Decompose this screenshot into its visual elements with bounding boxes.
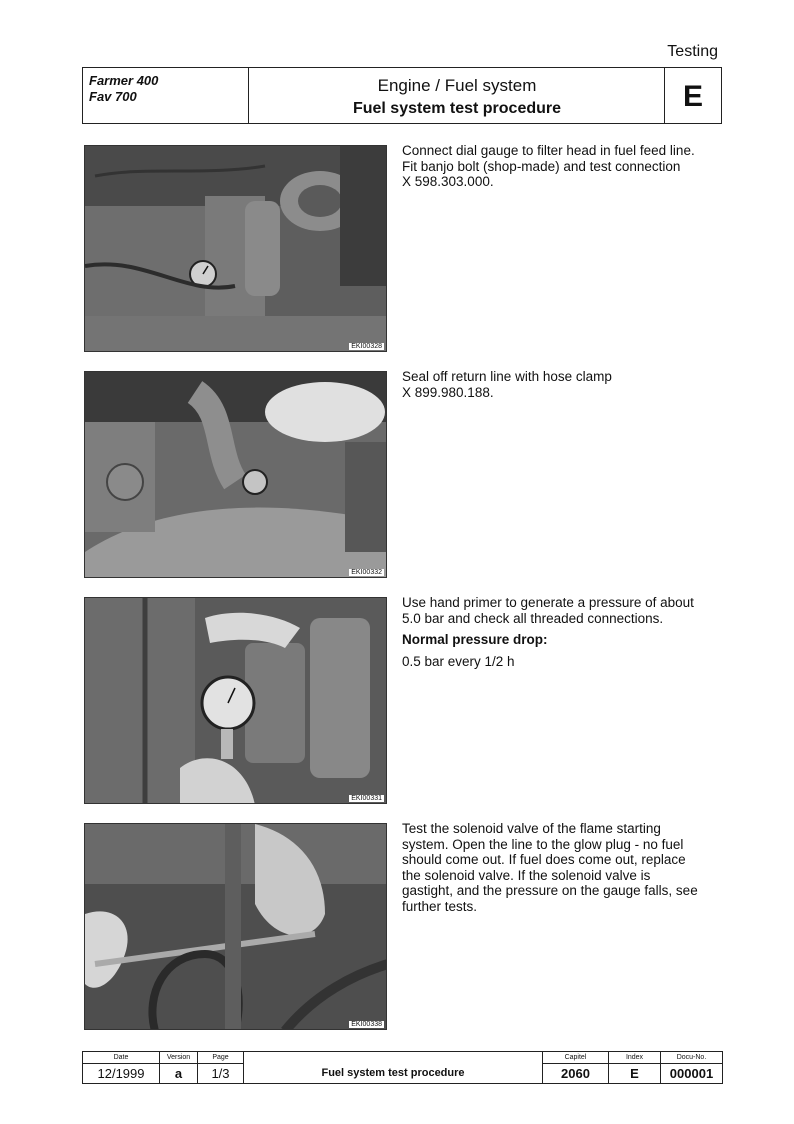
footer-capitel xyxy=(542,1051,609,1084)
model-block xyxy=(83,68,249,123)
docu-value: 000001 xyxy=(669,1066,714,1081)
step-2-photo xyxy=(84,371,387,578)
footer-title: Fuel system test procedure xyxy=(243,1051,543,1084)
step-2-text xyxy=(402,369,732,400)
step-4-line-1: Test the solenoid valve of the flame starting xyxy=(402,821,661,836)
footer-docu xyxy=(660,1051,723,1084)
step-3-line-2: 5.0 bar and check all threaded connections. xyxy=(402,610,664,626)
document-footer xyxy=(82,1051,723,1084)
index-value: E xyxy=(630,1066,639,1081)
capitel-value: 2060 xyxy=(561,1066,590,1081)
model-name-2: Fav 700 xyxy=(89,89,137,104)
step-1-line-3: X 598.303.000. xyxy=(402,174,494,189)
title-block xyxy=(249,68,665,123)
index-label: Index xyxy=(609,1052,660,1064)
step-3-note: 0.5 bar every 1/2 h xyxy=(402,653,515,669)
section-label: Testing xyxy=(667,43,718,60)
footer-version xyxy=(159,1051,198,1084)
step-2-line-2: X 899.980.188. xyxy=(402,384,494,400)
step-4-photo xyxy=(84,823,387,1030)
docu-label: Docu-No. xyxy=(661,1052,722,1064)
chapter-title: Engine / Fuel system xyxy=(377,76,537,95)
photo-code: EKI00338 xyxy=(351,1021,382,1028)
step-2-line-1: Seal off return line with hose clamp xyxy=(402,369,612,384)
page-title: Fuel system test procedure xyxy=(352,100,562,117)
footer-page xyxy=(197,1051,244,1084)
document-header xyxy=(82,67,722,124)
model-name-1: Farmer 400 xyxy=(89,73,159,88)
page-label: Page xyxy=(198,1052,243,1064)
version-label: Version xyxy=(160,1052,197,1064)
step-4-line-5: gastight, and the pressure on the gauge falls, see xyxy=(402,883,698,898)
step-4-line-3: should come out. If fuel does come out, replace xyxy=(402,852,686,867)
step-4-line-4: the solenoid valve. If the solenoid valve is xyxy=(402,867,651,883)
step-1-line-1: Connect dial gauge to filter head in fuel feed line. xyxy=(402,143,695,158)
date-value: 12/1999 xyxy=(97,1066,145,1081)
step-4-text xyxy=(402,821,732,914)
capitel-label: Capitel xyxy=(543,1052,608,1064)
footer-index xyxy=(608,1051,661,1084)
index-letter: E xyxy=(664,68,721,123)
step-4-line-6: further tests. xyxy=(402,898,478,914)
photo-code: EKI00328 xyxy=(351,343,382,350)
footer-date xyxy=(82,1051,160,1084)
photo-code: EKI00332 xyxy=(351,569,382,576)
page-value: 1/3 xyxy=(211,1066,230,1081)
version-value: a xyxy=(174,1066,183,1081)
step-3-photo xyxy=(84,597,387,804)
step-3-text xyxy=(402,595,732,669)
date-label: Date xyxy=(83,1052,159,1064)
step-1-text xyxy=(402,143,732,190)
photo-code: EKI00331 xyxy=(351,795,382,802)
step-1-photo xyxy=(84,145,387,352)
step-4-line-2: system. Open the line to the glow plug - no fuel xyxy=(402,836,684,852)
step-3-line-1: Use hand primer to generate a pressure of about xyxy=(402,595,694,610)
step-1-line-2: Fit banjo bolt (shop-made) and test connection xyxy=(402,158,681,174)
step-3-subheading: Normal pressure drop: xyxy=(402,632,548,647)
